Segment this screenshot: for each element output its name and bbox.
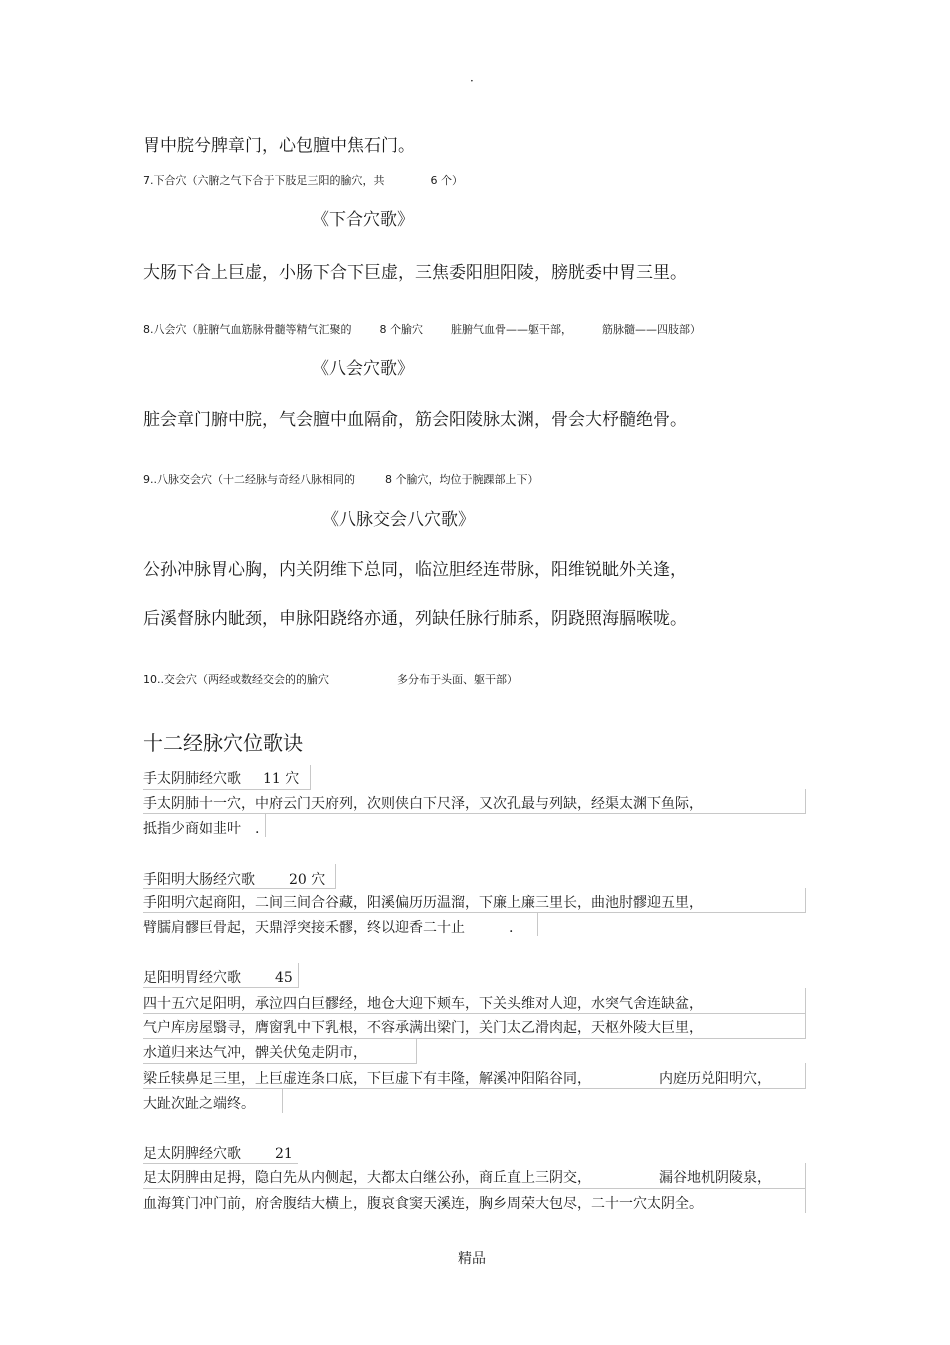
section-7-song-title: 《下合穴歌》 — [312, 210, 414, 230]
section-title: 十二经脉穴位歌诀 — [143, 731, 303, 755]
lung-line-1: 手太阴肺十一穴，中府云门天府列，次则侠白下尺泽，又次孔最与列缺，经渠太渊下鱼际， — [143, 796, 703, 812]
section-7-heading-a: 7.下合穴（六腑之气下合于下肢足三阳的腧穴，共 — [143, 174, 385, 187]
section-8-text: 脏会章门腑中脘，气会膻中血隔俞，筋会阳陵脉太渊，骨会大杼髓绝骨。 — [143, 410, 687, 430]
section-8-heading-c: 脏腑气血骨——躯干部， — [451, 323, 572, 336]
st-count: 45 — [275, 970, 293, 986]
section-10-heading — [143, 671, 518, 687]
section-9-heading-a: 9..八脉交会穴（十二经脉与奇经八脉相同的 — [143, 473, 355, 486]
section-9-heading — [143, 471, 539, 487]
st-line-3: 水道归来达气冲，髀关伏兔走阴市， — [143, 1045, 367, 1061]
section-8-heading — [143, 321, 701, 337]
lung-line-2-text: 抵指少商如韭叶 — [143, 821, 241, 837]
sp-count: 21 — [275, 1146, 293, 1162]
sp-line-1 — [143, 1167, 771, 1187]
sp-line-1b: 漏谷地机阴陵泉， — [659, 1170, 771, 1186]
li-line-2-text: 臂臑肩髎巨骨起，天鼎浮突接禾髎，终以迎香二十止 — [143, 920, 465, 936]
page-mark: · — [470, 74, 474, 88]
st-line-4a: 梁丘犊鼻足三里，上巨虚连条口底，下巨虚下有丰隆，解溪冲阳陷谷同， — [143, 1071, 591, 1087]
li-title-row — [143, 869, 325, 889]
section-9-heading-b: 8 个腧穴，均位于腕踝部上下） — [385, 473, 539, 486]
lung-title: 手太阴肺经穴歌 — [143, 771, 241, 787]
li-line-1: 手阳明穴起商阳，二间三间合谷藏，阳溪偏历历温溜，下廉上廉三里长，曲池肘髎迎五里， — [143, 895, 703, 911]
li-line-2 — [143, 917, 513, 937]
section-9-text-1: 公孙冲脉胃心胸，内关阴维下总同，临泣胆经连带脉，阳维锐眦外关逢， — [143, 560, 687, 580]
section-8-heading-b: 8 个腧穴 — [379, 323, 423, 336]
lung-line-2-end: . — [255, 821, 260, 837]
st-line-1: 四十五穴足阳明，承泣四白巨髎经，地仓大迎下颊车，下关头维对人迎，水突气舍连缺盆， — [143, 996, 703, 1012]
st-title: 足阳明胃经穴歌 — [143, 970, 241, 986]
sp-title-row — [143, 1143, 293, 1163]
lung-line-2 — [143, 818, 259, 838]
section-7-heading-b: 6 个） — [430, 174, 463, 187]
li-title: 手阳明大肠经穴歌 — [143, 872, 255, 888]
lung-count: 11 穴 — [263, 771, 300, 787]
sp-title: 足太阴脾经穴歌 — [143, 1146, 241, 1162]
section-9-song-title: 《八脉交会八穴歌》 — [322, 510, 475, 530]
section-7-heading — [143, 172, 463, 188]
section-8-song-title: 《八会穴歌》 — [312, 359, 414, 379]
li-line-2-end: . — [509, 920, 514, 936]
page-footer: 精品 — [458, 1251, 486, 1267]
st-line-4 — [143, 1068, 771, 1088]
st-title-row — [143, 967, 293, 987]
section-8-heading-a: 8.八会穴（脏腑气血筋脉骨髓等精气汇聚的 — [143, 323, 352, 336]
st-line-2: 气户库房屋翳寻，膺窗乳中下乳根，不容承满出梁门，关门太乙滑肉起，天枢外陵大巨里， — [143, 1020, 703, 1036]
section-10-heading-a: 10..交会穴（两经或数经交会的的腧穴 — [143, 673, 329, 686]
intro-line: 胃中脘兮脾章门，心包膻中焦石门。 — [143, 136, 415, 156]
sp-line-1a: 足太阴脾由足拇，隐白先从内侧起，大都太白继公孙，商丘直上三阴交， — [143, 1170, 591, 1186]
section-7-text: 大肠下合上巨虚，小肠下合下巨虚，三焦委阳胆阳陵，膀胱委中胃三里。 — [143, 263, 687, 283]
section-8-heading-d: 筋脉髓——四肢部） — [602, 323, 701, 336]
section-9-text-2: 后溪督脉内眦颈，申脉阳跷络亦通，列缺任脉行肺系，阴跷照海膈喉咙。 — [143, 609, 687, 629]
lung-title-row — [143, 768, 299, 788]
section-10-heading-b: 多分布于头面、躯干部） — [397, 673, 518, 686]
sp-line-2: 血海箕门冲门前，府舍腹结大横上，腹哀食窦天溪连，胸乡周荣大包尽，二十一穴太阴全。 — [143, 1196, 703, 1212]
li-count: 20 穴 — [289, 872, 326, 888]
st-line-5: 大趾次趾之端终。 — [143, 1096, 255, 1112]
st-line-4b: 内庭历兑阳明穴， — [659, 1071, 771, 1087]
